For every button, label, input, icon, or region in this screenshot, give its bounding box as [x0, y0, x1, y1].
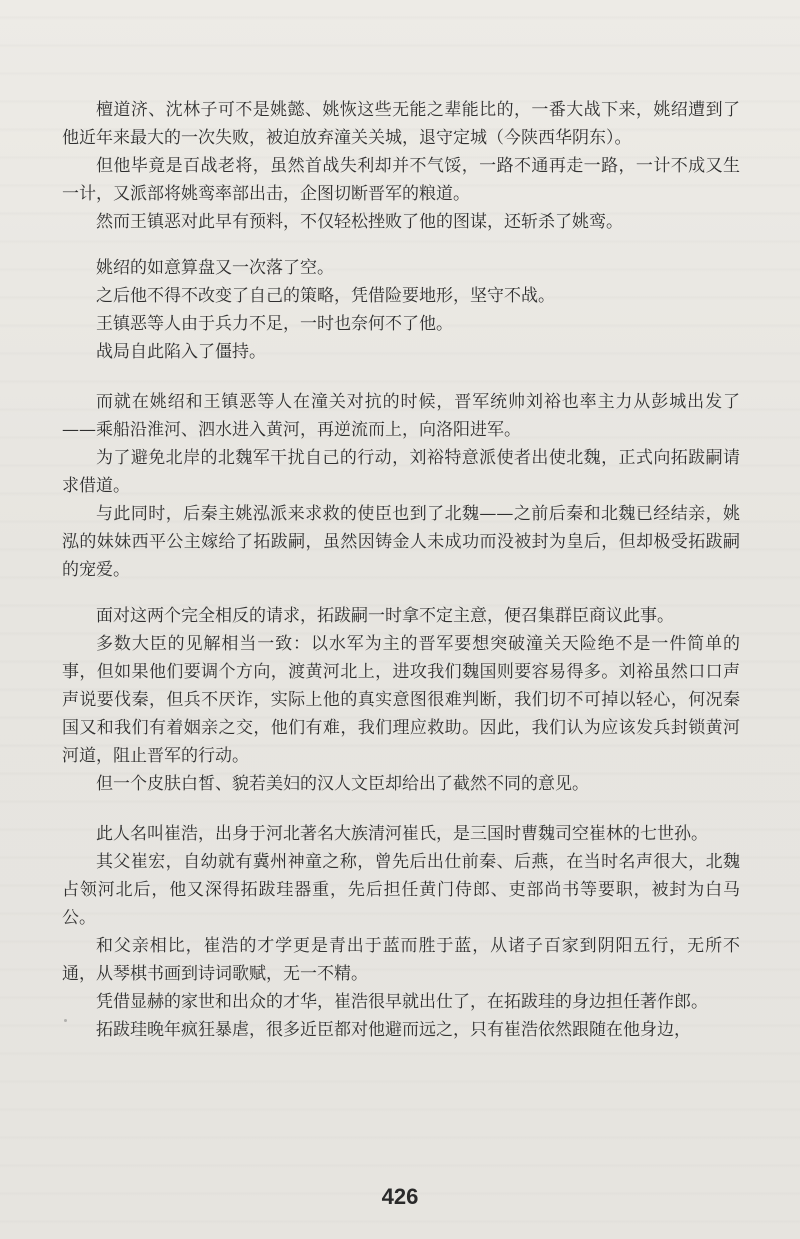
paragraph-10: 与此同时，后秦主姚泓派来求救的使臣也到了北魏——之前后秦和北魏已经结亲，姚泓的妹妹西平公主嫁给了拓跋嗣，虽然因铸金人未成功而没被封为皇后，但却极受拓跋嗣的宠爱。 [62, 504, 740, 580]
running-header [62, 40, 74, 54]
paragraph-1: 檀道济、沈林子可不是姚懿、姚恢这些无能之辈能比的，一番大战下来，姚绍遭到了他近年来最大的一次失败，被迫放弃潼关关城，退守定城（今陕西华阴东）。 [62, 100, 740, 148]
paragraph-15: 其父崔宏，自幼就有冀州神童之称，曾先后出仕前秦、后燕，在当时名声很大，北魏占领河北后，他又深得拓跋珪器重，先后担任黄门侍郎、吏部尚书等要职，被封为白马公。 [62, 852, 740, 928]
paragraph-9: 为了避免北岸的北魏军干扰自己的行动，刘裕特意派使者出使北魏，正式向拓跋嗣请求借道。 [62, 448, 740, 496]
section-gap [62, 584, 740, 602]
paragraph-13: 但一个皮肤白皙、貌若美妇的汉人文臣却给出了截然不同的意见。 [96, 774, 589, 794]
paragraph-7: 战局自此陷入了僵持。 [96, 342, 266, 362]
paragraph-11: 面对这两个完全相反的请求，拓跋嗣一时拿不定主意，便召集群臣商议此事。 [96, 606, 674, 626]
paragraph-8: 而就在姚绍和王镇恶等人在潼关对抗的时候，晋军统帅刘裕也率主力从彭城出发了——乘船沿淮河、泗水进入黄河，再逆流而上，向洛阳进军。 [62, 392, 740, 440]
paragraph-4: 姚绍的如意算盘又一次落了空。 [96, 258, 334, 278]
section-gap [62, 366, 740, 388]
paragraph-12: 多数大臣的见解相当一致：以水军为主的晋军要想突破潼关天险绝不是一件简单的事，但如果他们要调个方向，渡黄河北上，进攻我们魏国则要容易得多。刘裕虽然口口声声说要伐秦，但兵不厌诈，实际上他的真实意图很难判断，我们切不可掉以轻心，何况秦国又和我们有着姻亲之交，他们有难，我们理应救助。因此，我们认为应该发兵封锁黄河河道，阻止晋军的行动。 [62, 634, 740, 766]
paragraph-5: 之后他不得不改变了自己的策略，凭借险要地形，坚守不战。 [96, 286, 555, 306]
paragraph-14: 此人名叫崔浩，出身于河北著名大族清河崔氏，是三国时曹魏司空崔林的七世孙。 [96, 824, 708, 844]
page-number: 426 [381, 1184, 419, 1209]
paragraph-16: 和父亲相比，崔浩的才学更是青出于蓝而胜于蓝，从诸子百家到阴阳五行，无所不通，从琴棋书画到诗词歌赋，无一不精。 [62, 936, 740, 984]
section-gap [62, 798, 740, 820]
paragraph-17: 凭借显赫的家世和出众的才华，崔浩很早就出仕了，在拓跋珪的身边担任著作郎。 [96, 992, 708, 1012]
paragraph-18: 拓跋珪晚年疯狂暴虐，很多近臣都对他避而远之，只有崔浩依然跟随在他身边， [96, 1020, 691, 1040]
paragraph-3: 然而王镇恶对此早有预料，不仅轻松挫败了他的图谋，还斩杀了姚鸾。 [96, 212, 623, 232]
paragraph-2: 但他毕竟是百战老将，虽然首战失利却并不气馁，一路不通再走一路，一计不成又生一计，又派部将姚鸾率部出击，企图切断晋军的粮道。 [62, 156, 740, 204]
paper-speck [64, 1019, 67, 1022]
page-content [62, 96, 740, 1044]
paragraph-6: 王镇恶等人由于兵力不足，一时也奈何不了他。 [96, 314, 453, 334]
section-gap [62, 236, 740, 254]
